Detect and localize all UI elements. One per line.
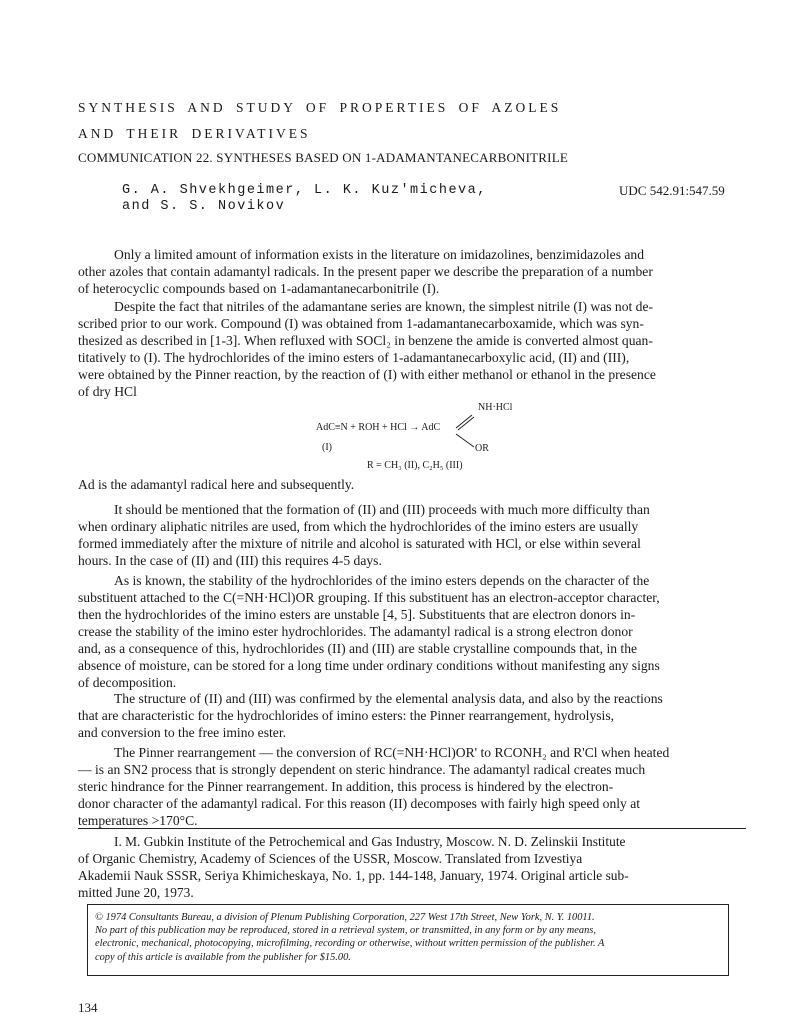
text-line: steric hindrance for the Pinner rearrangement. In addition, this process is hindered by the electron- xyxy=(78,779,614,794)
text-line: copy of this article is available from the publisher for $15.00. xyxy=(95,951,351,963)
text-line: As is known, the stability of the hydrochlorides of the imino esters depends on the character of the xyxy=(114,573,650,588)
text-line: of Organic Chemistry, Academy of Sciences of the USSR, Moscow. Translated from Izvestiya xyxy=(78,851,583,866)
communication-title: COMMUNICATION 22. SYNTHESES BASED ON 1-ADAMANTANECARBONITRILE xyxy=(78,150,568,165)
authors-line-1: G. A. Shvekhgeimer, L. K. Kuz'micheva, xyxy=(122,183,487,198)
text-line: It should be mentioned that the formation of (II) and (III) proceeds with much more difficulty than xyxy=(114,502,650,517)
text-line: that are characteristic for the hydrochlorides of imino esters: the Pinner rearrangement, hydrolysis, xyxy=(78,708,615,723)
text-line: crease the stability of the imino ester hydrochlorides. The adamantyl radical is a strong electron donor xyxy=(78,624,633,639)
paragraph-structure xyxy=(78,690,736,741)
text-line: I. M. Gubkin Institute of the Petrochemical and Gas Industry, Moscow. N. D. Zelinskii Institute xyxy=(114,834,626,849)
double-bond-line-a xyxy=(456,415,472,428)
ad-note: Ad is the adamantyl radical here and subsequently. xyxy=(78,477,355,492)
text-line: hours. In the case of (II) and (III) this requires 4-5 days. xyxy=(78,553,382,568)
text-line: then the hydrochlorides of the imino esters are unstable [4, 5]. Substituents that are electron donors in- xyxy=(78,607,636,622)
scheme-reaction: AdC≡N + ROH + HCl → AdC xyxy=(316,422,441,433)
text-line: thesized as described in [1-3]. When refluxed with SOCl₂ in benzene the amide is converted almost quan- xyxy=(78,333,653,348)
scheme-or: OR xyxy=(475,443,489,454)
text-line: No part of this publication may be reproduced, stored in a retrieval system, or transmitted, in any form or by any means, xyxy=(95,925,596,937)
text-line: Despite the fact that nitriles of the adamantane series are known, the simplest nitrile (I) was not de- xyxy=(114,299,654,314)
text-line: mitted June 20, 1973. xyxy=(78,885,194,900)
text-line: absence of moisture, can be stored for a long time under ordinary conditions without manifesting any signs xyxy=(78,658,660,673)
scheme-compound-label: (I) xyxy=(322,442,332,453)
text-line: other azoles that contain adamantyl radicals. In the present paper we describe the preparation of a number xyxy=(78,264,653,279)
single-bond-line xyxy=(456,434,474,447)
paragraph-intro xyxy=(78,246,736,297)
text-line: The Pinner rearrangement — the conversion of RC(=NH·HCl)OR' to RCONH₂ and R'Cl when heated xyxy=(114,745,670,760)
copyright-notice xyxy=(95,911,723,964)
text-line: Only a limited amount of information exists in the literature on imidazolines, benzimidazoles and xyxy=(114,247,645,262)
text-line: when ordinary aliphatic nitriles are used, from which the hydrochlorides of the imino esters are usually xyxy=(78,519,639,534)
text-line: scribed prior to our work. Compound (I) was obtained from 1-adamantanecarboxamide, which was syn- xyxy=(78,316,644,331)
text-line: — is an SN2 process that is strongly dependent on steric hindrance. The adamantyl radical creates much xyxy=(78,762,646,777)
text-line: formed immediately after the mixture of nitrile and alcohol is saturated with HCl, or else within several xyxy=(78,536,641,551)
title-line-2: AND THEIR DERIVATIVES xyxy=(78,126,311,141)
text-line: The structure of (II) and (III) was confirmed by the elemental analysis data, and also by the reactions xyxy=(114,691,663,706)
paragraph-synthesis xyxy=(78,298,736,400)
text-line: substituent attached to the C(=NH·HCl)OR grouping. If this substituent has an electron-acceptor character, xyxy=(78,590,660,605)
paragraph-pinner xyxy=(78,744,736,829)
text-line: of decomposition. xyxy=(78,675,177,690)
text-line: temperatures >170°C. xyxy=(78,813,198,828)
paragraph-formation xyxy=(78,501,736,569)
scheme-r-definition: R = CH₃ (II), C₂H₅ (III) xyxy=(367,460,463,471)
text-line: of heterocyclic compounds based on 1-adamantanecarbonitrile (I). xyxy=(78,281,440,296)
text-line: were obtained by the Pinner reaction, by the reaction of (I) with either methanol or ethanol in the presence xyxy=(78,367,656,382)
text-line: and conversion to the free imino ester. xyxy=(78,725,286,740)
page-number: 134 xyxy=(78,1000,98,1015)
text-line: titatively to (I). The hydrochlorides of the imino esters of 1-adamantanecarboxylic acid, (II) and (III), xyxy=(78,350,630,365)
paragraph-stability xyxy=(78,572,736,691)
double-bond-line-b xyxy=(458,417,474,430)
text-line: Akademii Nauk SSSR, Seriya Khimicheskaya, No. 1, pp. 144-148, January, 1974. Original article sub- xyxy=(78,868,629,883)
title-line-1: SYNTHESIS AND STUDY OF PROPERTIES OF AZOLES xyxy=(78,100,562,115)
footnote-divider xyxy=(78,828,746,829)
text-line: electronic, mechanical, photocopying, microfilming, recording or otherwise, without written permission of the publisher. A xyxy=(95,938,605,950)
affiliation-footnote xyxy=(78,833,736,901)
text-line: donor character of the adamantyl radical. For this reason (II) decomposes with fairly high speed only at xyxy=(78,796,641,811)
scheme-nh-hcl: NH·HCl xyxy=(478,402,513,413)
authors-line-2: and S. S. Novikov xyxy=(122,199,286,214)
text-line: and, as a consequence of this, hydrochlorides (II) and (III) are stable crystalline compounds that, in the xyxy=(78,641,638,656)
text-line: © 1974 Consultants Bureau, a division of Plenum Publishing Corporation, 227 West 17th Street, New York, N. Y. 10011. xyxy=(95,912,595,923)
udc-code: UDC 542.91:547.59 xyxy=(619,183,725,198)
text-line: of dry HCl xyxy=(78,384,137,399)
